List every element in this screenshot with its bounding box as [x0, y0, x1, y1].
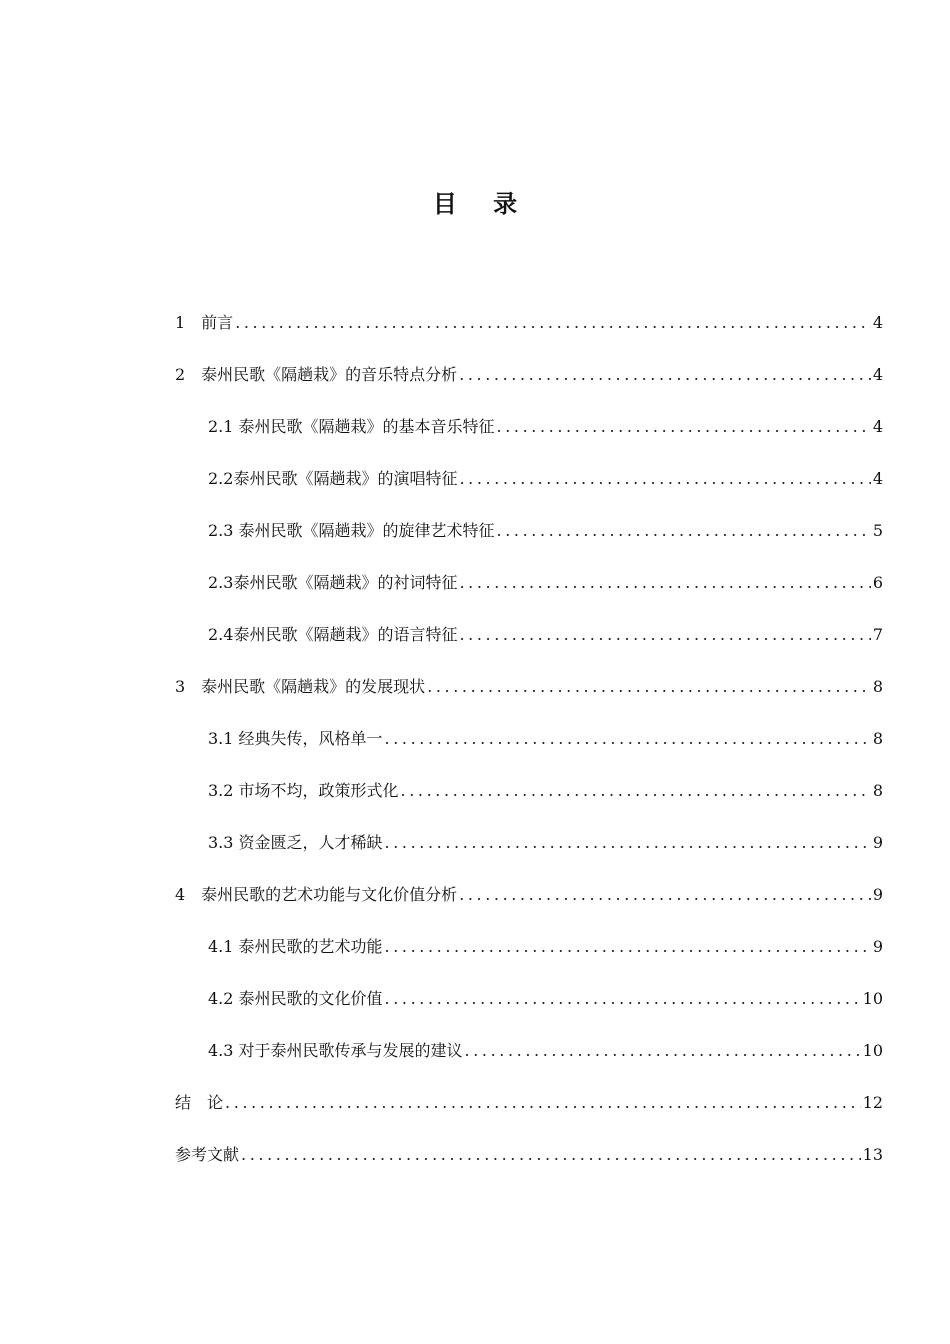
toc-entry-label: 3.3 资金匮乏，人才稀缺 — [208, 833, 383, 852]
toc-entry-4[interactable] — [175, 463, 883, 515]
toc-entry-page-number: 8 — [872, 729, 883, 748]
toc-entry-page-number: 12 — [862, 1093, 883, 1112]
toc-dot-leader — [241, 1139, 861, 1171]
toc-entry-page-number: 4 — [872, 365, 883, 384]
toc-dot-leader — [497, 411, 871, 443]
toc-entry-label: 2.3泰州民歌《隔趟栽》的衬词特征 — [208, 573, 458, 592]
toc-entry-6[interactable] — [175, 567, 883, 619]
toc-dot-leader — [385, 723, 871, 755]
toc-entry-10[interactable] — [175, 775, 883, 827]
toc-dot-leader — [459, 359, 871, 391]
toc-dot-leader — [459, 463, 870, 495]
toc-entry-label: 4 泰州民歌的艺术功能与文化价值分析 — [175, 885, 458, 904]
toc-entry-11[interactable] — [175, 827, 883, 879]
toc-entry-label: 4.3 对于泰州民歌传承与发展的建议 — [208, 1041, 463, 1060]
toc-entry-14[interactable] — [175, 983, 883, 1035]
toc-entry-label: 3.2 市场不均，政策形式化 — [208, 781, 399, 800]
toc-entry-12[interactable] — [175, 879, 883, 931]
toc-entry-page-number: 9 — [872, 885, 883, 904]
toc-entry-label: 参考文献 — [175, 1145, 240, 1164]
toc-entry-label: 4.1 泰州民歌的艺术功能 — [208, 937, 383, 956]
toc-entry-1[interactable] — [175, 307, 883, 359]
toc-entry-17[interactable] — [175, 1139, 883, 1191]
toc-entry-page-number: 9 — [872, 937, 883, 956]
toc-entry-page-number: 7 — [872, 625, 883, 644]
toc-entry-5[interactable] — [175, 515, 883, 567]
toc-dot-leader — [459, 879, 871, 911]
toc-dot-leader — [235, 307, 871, 339]
toc-entry-label: 4.2 泰州民歌的文化价值 — [208, 989, 383, 1008]
toc-entry-label: 1 前言 — [175, 313, 234, 332]
page-title: 目 录 — [432, 190, 532, 218]
toc-dot-leader — [459, 567, 870, 599]
toc-entry-label: 2.2泰州民歌《隔趟栽》的演唱特征 — [208, 469, 458, 488]
toc-entry-16[interactable] — [175, 1087, 883, 1139]
toc-entry-9[interactable] — [175, 723, 883, 775]
toc-entry-label: 结 论 — [175, 1093, 224, 1112]
toc-dot-leader — [385, 931, 871, 963]
toc-entry-2[interactable] — [175, 359, 883, 411]
toc-entry-page-number: 8 — [872, 677, 883, 696]
toc-dot-leader — [459, 619, 870, 651]
toc-entry-7[interactable] — [175, 619, 883, 671]
toc-entry-page-number: 6 — [872, 573, 883, 592]
toc-entry-label: 3.1 经典失传，风格单一 — [208, 729, 383, 748]
toc-entry-page-number: 9 — [872, 833, 883, 852]
toc-entry-page-number: 4 — [872, 313, 883, 332]
toc-entry-3[interactable] — [175, 411, 883, 463]
toc-entry-page-number: 8 — [872, 781, 883, 800]
toc-entry-page-number: 10 — [862, 1041, 883, 1060]
toc-entry-label: 2.3 泰州民歌《隔趟栽》的旋律艺术特征 — [208, 521, 495, 540]
toc-dot-leader — [225, 1087, 861, 1119]
toc-dot-leader — [427, 671, 871, 703]
toc-dot-leader — [385, 827, 871, 859]
toc-entry-label: 3 泰州民歌《隔趟栽》的发展现状 — [175, 677, 426, 696]
toc-dot-leader — [465, 1035, 861, 1067]
toc-entry-page-number: 4 — [872, 417, 883, 436]
toc-dot-leader — [401, 775, 871, 807]
toc-dot-leader — [497, 515, 871, 547]
table-of-contents — [175, 307, 883, 1191]
toc-entry-13[interactable] — [175, 931, 883, 983]
toc-entry-label: 2 泰州民歌《隔趟栽》的音乐特点分析 — [175, 365, 458, 384]
toc-entry-page-number: 10 — [862, 989, 883, 1008]
toc-dot-leader — [385, 983, 861, 1015]
toc-entry-label: 2.1 泰州民歌《隔趟栽》的基本音乐特征 — [208, 417, 495, 436]
toc-entry-page-number: 5 — [872, 521, 883, 540]
toc-entry-15[interactable] — [175, 1035, 883, 1087]
toc-entry-8[interactable] — [175, 671, 883, 723]
toc-entry-label: 2.4泰州民歌《隔趟栽》的语言特征 — [208, 625, 458, 644]
toc-entry-page-number: 4 — [872, 469, 883, 488]
toc-entry-page-number: 13 — [862, 1145, 883, 1164]
